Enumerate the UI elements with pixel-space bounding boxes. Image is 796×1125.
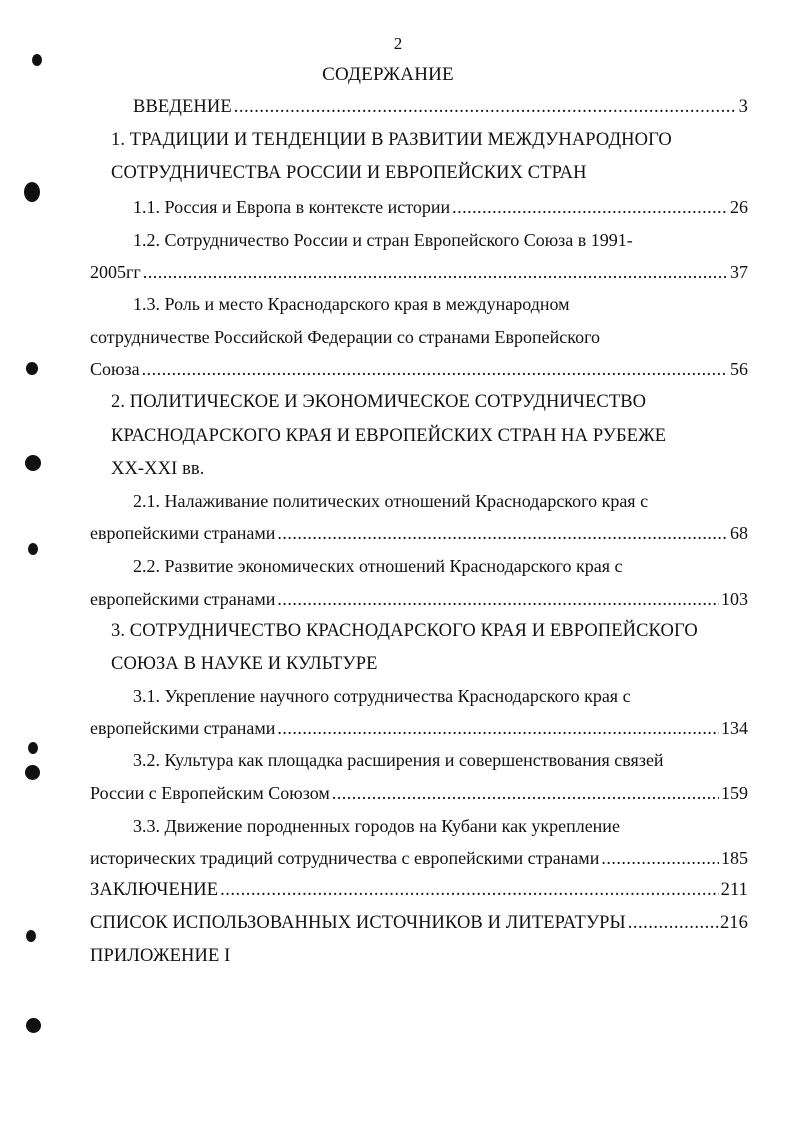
chapter-2-heading[interactable]: 2. ПОЛИТИЧЕСКОЕ И ЭКОНОМИЧЕСКОЕ СОТРУДНИЧЕСТВО xyxy=(111,392,647,412)
toc-leader-dots xyxy=(234,95,737,119)
punch-hole-mark xyxy=(25,765,40,780)
toc-entry-page: 159 xyxy=(721,783,748,803)
toc-leader-dots xyxy=(628,911,718,935)
toc-entry-label: европейскими странами xyxy=(90,589,276,609)
punch-hole-mark xyxy=(28,543,38,555)
toc-entry-page: 37 xyxy=(730,262,748,282)
toc-entry-label: исторических традиций сотрудничества с европейскими странами xyxy=(90,848,600,868)
toc-entry-1-3-line: сотрудничестве Российской Федерации со странами Европейского xyxy=(90,327,601,347)
page-number: 2 xyxy=(393,34,403,53)
toc-entry-page: 68 xyxy=(730,523,748,543)
toc-entry-label: ВВЕДЕНИЕ xyxy=(133,97,232,117)
toc-entry-page: 185 xyxy=(721,848,748,868)
punch-hole-mark xyxy=(28,742,38,754)
toc-entry-3-1[interactable] xyxy=(90,716,748,740)
toc-entry-1-3[interactable] xyxy=(90,357,748,381)
toc-entry-3-3[interactable] xyxy=(90,846,748,870)
chapter-3-heading[interactable]: 3. СОТРУДНИЧЕСТВО КРАСНОДАРСКОГО КРАЯ И ЕВРОПЕЙСКОГО xyxy=(111,621,698,641)
toc-entry-label: России с Европейским Союзом xyxy=(90,783,330,803)
toc-entry-2-2-line: 2.2. Развитие экономических отношений Краснодарского края с xyxy=(133,556,623,576)
chapter-2-heading-cont: КРАСНОДАРСКОГО КРАЯ И ЕВРОПЕЙСКИХ СТРАН НА РУБЕЖЕ xyxy=(111,426,667,446)
punch-hole-mark xyxy=(24,182,40,202)
toc-entry-2-1[interactable] xyxy=(90,521,748,545)
toc-entry-label: СПИСОК ИСПОЛЬЗОВАННЫХ ИСТОЧНИКОВ И ЛИТЕРАТУРЫ xyxy=(90,913,626,933)
toc-entry-sources[interactable] xyxy=(90,911,748,935)
toc-entry-page: 56 xyxy=(730,359,748,379)
toc-entry-intro[interactable] xyxy=(133,95,748,119)
toc-leader-dots xyxy=(220,878,718,902)
chapter-1-heading[interactable]: 1. ТРАДИЦИИ И ТЕНДЕНЦИИ В РАЗВИТИИ МЕЖДУНАРОДНОГО xyxy=(111,130,672,150)
toc-entry-1-1[interactable] xyxy=(133,195,748,219)
toc-leader-dots xyxy=(142,357,728,381)
toc-entry-appendix[interactable]: ПРИЛОЖЕНИЕ I xyxy=(90,946,231,966)
toc-entry-label: ЗАКЛЮЧЕНИЕ xyxy=(90,880,219,900)
toc-leader-dots xyxy=(277,716,719,740)
toc-entry-1-2[interactable] xyxy=(90,260,748,284)
toc-entry-3-1-line: 3.1. Укрепление научного сотрудничества Краснодарского края с xyxy=(133,686,631,706)
toc-entry-label: 2005гг xyxy=(90,262,141,282)
toc-entry-3-3-line: 3.3. Движение породненных городов на Кубани как укрепление xyxy=(133,816,620,836)
toc-entry-label: европейскими странами xyxy=(90,718,276,738)
page-title: СОДЕРЖАНИЕ xyxy=(322,64,454,85)
punch-hole-mark xyxy=(26,930,36,942)
chapter-2-heading-cont: XX-XXI вв. xyxy=(111,459,205,479)
punch-hole-mark xyxy=(26,1018,41,1033)
toc-entry-page: 211 xyxy=(720,880,748,900)
punch-hole-mark xyxy=(25,455,41,471)
toc-entry-page: 103 xyxy=(721,589,748,609)
toc-entry-1-3-line: 1.3. Роль и место Краснодарского края в международном xyxy=(133,294,570,314)
toc-leader-dots xyxy=(277,521,728,545)
toc-entry-conclusion[interactable] xyxy=(90,878,748,902)
toc-entry-1-2-line: 1.2. Сотрудничество России и стран Европейского Союза в 1991- xyxy=(133,230,633,250)
toc-leader-dots xyxy=(277,587,719,611)
chapter-1-heading-cont: СОТРУДНИЧЕСТВА РОССИИ И ЕВРОПЕЙСКИХ СТРАН xyxy=(111,163,587,183)
toc-entry-2-1-line: 2.1. Налаживание политических отношений Краснодарского края с xyxy=(133,491,649,511)
toc-entry-3-2-line: 3.2. Культура как площадка расширения и совершенствования связей xyxy=(133,750,664,770)
chapter-3-heading-cont: СОЮЗА В НАУКЕ И КУЛЬТУРЕ xyxy=(111,654,378,674)
toc-entry-page: 3 xyxy=(738,97,748,117)
toc-entry-3-2[interactable] xyxy=(90,781,748,805)
toc-entry-2-2[interactable] xyxy=(90,587,748,611)
toc-entry-label: Союза xyxy=(90,359,140,379)
punch-hole-mark xyxy=(26,362,38,375)
toc-entry-page: 26 xyxy=(730,197,748,217)
toc-entry-page: 134 xyxy=(721,718,748,738)
toc-leader-dots xyxy=(452,195,728,219)
toc-entry-label: 1.1. Россия и Европа в контексте истории xyxy=(133,197,451,217)
toc-entry-label: европейскими странами xyxy=(90,523,276,543)
toc-leader-dots xyxy=(143,260,728,284)
toc-leader-dots xyxy=(601,846,719,870)
toc-leader-dots xyxy=(332,781,719,805)
toc-entry-page: 216 xyxy=(719,913,748,933)
